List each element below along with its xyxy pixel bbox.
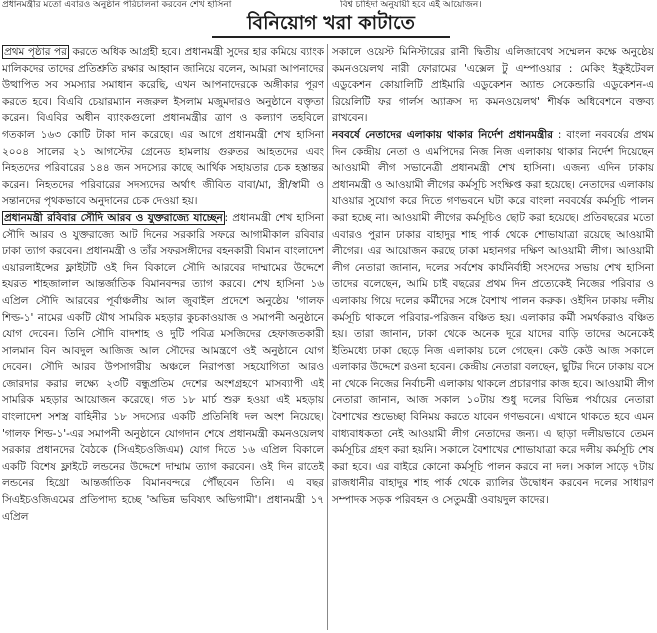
lead-text: করতে অধিক আগ্রহী হবে। প্রধানমন্ত্রী সুদের হার কমিয়ে ব্যাংক মালিকদের তাদের প্রতিশ্রুতি রক্ষার আহ্বান জানিয়ে বলেন, আমরা আপনাদের উত্থাপিত সব সমস্যার সমাধান করেছি, এখন আপনাদেরকে অঙ্গীকার পূরণ করতে হবে। বিএবি চেয়ারম্যান নজরুল ইসলাম মজুমদারও অনুষ্ঠানে বক্তৃতা করেন। বিএবির অধীন ব্যাংকগুলো প্রধানমন্ত্রীর ত্রাণ ও কল্যাণ তহবিলে গতকাল ১৬৩ কোটি টাকা দান করেছে। এর আগে প্রধানমন্ত্রী শেখ হাসিনা ২০০৪ সালের ২১ আগস্টের গ্রেনেড হামলায় গুরুতর আহতদের এবং নিহতদের পরিবারের ১৪৪ জন সদস্যের কাছে আর্থিক সহায়তার চেক হস্তান্তর করেন। নিহতদের পরিবারের সদস্যদের অর্থাৎ জীবিত বাবা/মা, স্ত্রী/স্বামী ও সন্তানদের পৃথকভাবে অনুদানের চেক দেওয়া হয়। bbox=[2, 46, 324, 208]
column-divider bbox=[327, 44, 328, 630]
top-line-right: বিশ্ব চাহিদা অনুযায়ী হবে এই আয়োজন। bbox=[340, 0, 482, 10]
continued-from-box: প্রথম পৃষ্ঠার পর bbox=[4, 46, 67, 58]
headline: বিনিয়োগ খরা কাটাতে bbox=[212, 10, 450, 38]
section2-text: : প্রধানমন্ত্রী শেখ হাসিনা সৌদি আরব ও যুক্তরাজ্যে আট দিনের সরকারি সফরে আগামীকাল রবিবার ঢাকা ত্যাগ করবেন। প্রধানমন্ত্রী ও তাঁর সফরসঙ্গীদের বহনকারী বিমান বাংলাদেশ এয়ারলাইন্সের ফ্লাইটটি ওই দিন বিকালে সৌদি আরবের দাম্মামের উদ্দেশে হযরত শাহজালাল আন্তর্জাতিক বিমানবন্দর ত্যাগ করবে। শেখ হাসিনা ১৬ এপ্রিল সৌদি আরবের পূর্বাঞ্চলীয় আল জুবাইল প্রদেশে অনুষ্ঠেয় 'গালফ শিল্ড-১' নামের একটি যৌথ সামরিক মহড়ার কুচকাওয়াজ ও সমাপনী অনুষ্ঠানে যোগ দেবেন। তিনি সৌদি বাদশাহ ও দুটি পবিত্র মসজিদের হেফাজতকারী সালমান বিন আবদুল আজিজ আল সৌদের আমন্ত্রণে ওই অনুষ্ঠানে যোগ দেবেন। সৌদি আরব উপসাগরীয় অঞ্চলে নিরাপত্তা সহযোগিতা আরও জোরদার করার লক্ষ্যে ২৩টি বন্ধুপ্রতিম দেশের অংশগ্রহণে মাসব্যাপী এই সামরিক মহড়ার আয়োজন করেছে। গত ১৮ মার্চ শুরু হওয়া এই মহড়ায় বাংলাদেশ সশস্ত্র বাহিনীর ১৮ সদস্যের একটি প্রতিনিধি দল অংশ নিয়েছে। 'গালফ শিল্ড-১'-এর সমাপনী অনুষ্ঠানে যোগদান শেষে প্রধানমন্ত্রী কমনওয়েলথ সরকার প্রধানদের বৈঠকে (সিএইচওজিএম) যোগ দিতে ১৬ এপ্রিল বিকালে একটি বিশেষ ফ্লাইটে লন্ডনের উদ্দেশে দাম্মাম ত্যাগ করবেন। ওই দিন রাতেই লন্ডনের হিথ্রো আন্তর্জাতিক বিমানবন্দরে পৌঁছবেন তিনি। এ বছর সিএইচওজিএমের প্রতিপাদ্য হচ্ছে 'অভিন্ন ভবিষ্যৎ অভিগামী'। প্রধানমন্ত্রী ১৭ এপ্রিল bbox=[2, 211, 324, 523]
top-line-left: প্রধানমন্ত্রীর মতো এবারও অনুষ্ঠান পরিচালনা করবেন শেখ হাসিনা bbox=[2, 0, 232, 10]
left-column bbox=[2, 44, 324, 630]
right-para1: সকালে ওয়েস্ট মিনিস্টারের রানী দ্বিতীয় এলিজাবেথ সম্মেলন কক্ষে অনুষ্ঠেয় কমনওয়েলথ নারী ফোরামের 'এক্সেল টু এম্পাওয়ার : মেকিং ইকুইটেবল এডুকেশন কোয়ালিটি প্রাইমারি এডুকেশন অ্যান্ড সেকেন্ডারি এডুকেশন-এ রিয়েলিটি ফর গার্লস অ্যাক্রস দ্য কমনওয়েলথ' শীর্ষক অধিবেশনে বক্তব্য রাখবেন। bbox=[332, 46, 654, 125]
lead-paragraph bbox=[2, 44, 324, 210]
section3-text: : বাংলা নববর্ষের প্রথম দিন কেন্দ্রীয় নেতা ও এমপিদের নিজ নিজ এলাকায় থাকার নির্দেশ দিয়েছেন আওয়ামী লীগ সভানেত্রী প্রধানমন্ত্রী শেখ হাসিনা। এজন্য এদিন ঢাকায় প্রধানমন্ত্রী ও আওয়ামী লীগের কর্মসূচি সংক্ষিপ্ত করা হয়েছে। নেতাদের এলাকায় যাওয়ার সুযোগ করে দিতে গণভবনে ঘটা করে বাংলা নববর্ষের কর্মসূচি পালন করা হচ্ছে না। আওয়ামী লীগের কর্মসূচিও ছোট করা হয়েছে। প্রতিবছরের মতো এবারও পুরান ঢাকার বাহাদুর শাহ পার্ক থেকে শোভাযাত্রা রয়েছে আওয়ামী লীগের। এর আয়োজন করছে ঢাকা মহানগর দক্ষিণ আওয়ামী লীগ। আওয়ামী লীগ নেতারা জানান, দলের সর্বশেষ কার্যনির্বাহী সংসদের সভায় শেখ হাসিনা তাদের বলেছেন, আমি চাই বছরের প্রথম দিন প্রত্যেকেই নিজের পরিবার ও এলাকায় গিয়ে দলের কর্মীদের সঙ্গে বৈশাখ পালন করুক। ওইদিন ঢাকায় দলীয় কর্মসূচি থাকলে পরিবার-পরিজন বঞ্চিত হয়। এলাকার কর্মী সমর্থকরাও বঞ্চিত হয়। তারা জানান, ঢাকা থেকে অনেক দূরে যাদের বাড়ি তাদের অনেকেই ইতিমধ্যে ঢাকা ছেড়ে নিজ এলাকায় চলে গেছেন। কেউ কেউ আজ সকালে এলাকার উদ্দেশে রওনা হবেন। কেন্দ্রীয় নেতারা বলছেন, ছুটির দিনে ঢাকায় বসে না থেকে নিজের নির্বাচনী এলাকায় থাকলে প্রচারণার কাজ হবে। আওয়ামী লীগ নেতারা জানান, আজ সকাল ১০টায় শুধু দলের বিভিন্ন পর্যায়ের নেতারা বৈশাখের শুভেচ্ছা বিনিময় করতে যাবেন গণভবনে। এখানে থাকতে হবে এমন বাধ্যবাধকতা নেই আওয়ামী লীগ নেতাদের জন্য। এ ছাড়া দলীয়ভাবে তেমন কর্মসূচির গ্রহণ করা হয়নি। সকালে বৈশাখের শোভাযাত্রা করে দলীয় কর্মসূচি শেষ করা হবে। এর বাইরে কোনো কর্মসূচি পালন করবে না দল। সকাল সাড়ে ৭টায় রাজধানীর বাহাদুর শাহ পার্ক থেকে র‍্যালির উদ্বোধন করবেন দলের সাধারণ সম্পাদক সড়ক পরিবহন ও সেতুমন্ত্রী ওবায়দুল কাদের। bbox=[332, 128, 654, 507]
section3-heading: নববর্ষে নেতাদের এলাকায় থাকার নির্দেশ প্রধানমন্ত্রীর bbox=[332, 128, 553, 141]
right-column bbox=[332, 44, 654, 630]
section2-heading: প্রধানমন্ত্রী রবিবার সৌদি আরব ও যুক্তরাজ্যে যাচ্ছেন bbox=[4, 211, 223, 224]
section3-paragraph bbox=[332, 127, 654, 509]
section2-paragraph bbox=[2, 210, 324, 525]
